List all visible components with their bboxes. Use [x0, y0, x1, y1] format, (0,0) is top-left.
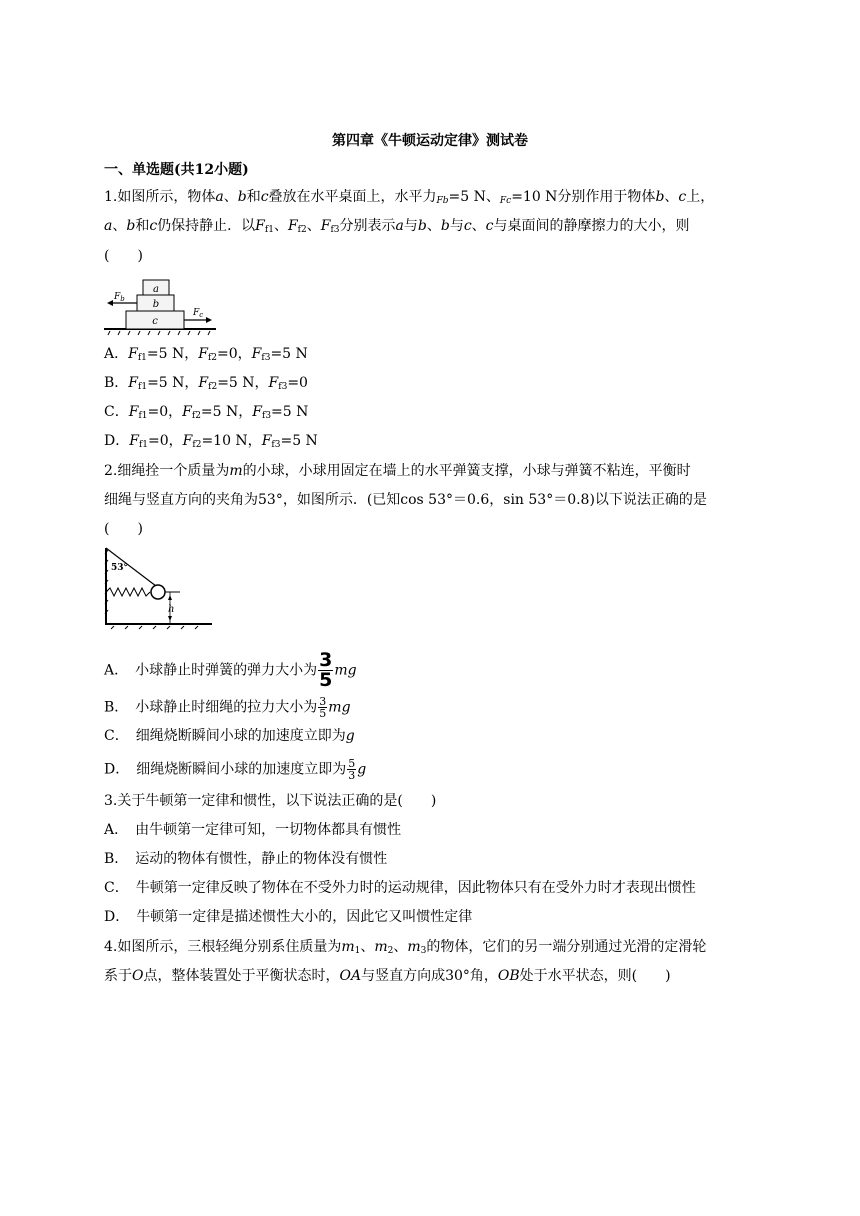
- q3-option-b: B． 运动的物体有惯性，静止的物体没有惯性: [104, 851, 388, 867]
- q3-option-c: C． 牛顿第一定律反映了物体在不受外力时的运动规律，因此物体只有在受外力时才表现出惯性: [104, 880, 696, 896]
- q1-paren: ( ): [104, 248, 143, 264]
- ball: [151, 585, 165, 599]
- spring-icon: [106, 588, 150, 596]
- section-heading: 一、单选题(共12小题): [104, 162, 249, 178]
- q1-stem-line2: a、b和c仍保持静止．以$F_{f1}$、$F_{f2}$、$F_{f3}$分别表示a与b、b与c、c与桌面间的静摩擦力的大小，则: [104, 218, 690, 235]
- q2-option-c: C． 细绳烧断瞬间小球的加速度立即为g: [104, 728, 355, 744]
- q2-spring-ball-figure: [104, 546, 216, 630]
- q3-option-a: A． 由牛顿第一定律可知，一切物体都具有惯性: [104, 822, 402, 838]
- q2-stem-line2: 细绳与竖直方向的夹角为53°，如图所示．(已知cos 53°＝0.6，sin 53°＝0.8)以下说法正确的是: [104, 492, 707, 508]
- label-fc: $F_c$: [193, 308, 204, 319]
- q1-option-a: A．$F_{f1}=5$ N，$F_{f2}=0$，$F_{f3}=5$ N: [104, 346, 308, 363]
- q4-stem-line1: 4.如图所示，三根轻绳分别系住质量为$m_1$、$m_2$、$m_3$的物体，它们的另一端分别通过光滑的定滑轮: [104, 939, 707, 956]
- label-c: c: [152, 316, 158, 327]
- q1-option-d: D．$F_{f1}=0$，$F_{f2}=10$ N，$F_{f3}=5$ N: [104, 433, 318, 450]
- q1-block-figure: [104, 276, 216, 336]
- label-fb: $F_b$: [114, 292, 125, 303]
- q2-stem-line1: 2.细绳拴一个质量为m的小球，小球用固定在墙上的水平弹簧支撑，小球与弹簧不粘连，平衡时: [104, 463, 691, 479]
- q2-option-d: D． 细绳烧断瞬间小球的加速度立即为 $\frac{5}{3}$ g: [104, 757, 367, 782]
- q2-paren: ( ): [104, 521, 143, 537]
- q2-option-b: B． 小球静止时细绳的拉力大小为 $\frac{3}{5}$ mg: [104, 695, 351, 720]
- label-a: a: [153, 284, 159, 295]
- height-label: h: [168, 604, 175, 615]
- label-b: b: [152, 299, 160, 310]
- q4-stem-line2: 系于O点，整体装置处于平衡状态时，OA与竖直方向成30°角，OB处于水平状态，则( ): [104, 968, 671, 984]
- angle-label: 53°: [111, 563, 129, 573]
- q1-stem-line1: 1.如图所示，物体a、b和c叠放在水平桌面上，水平力$_{Fb}$=5 N、$_{Fc}$=10 N分别作用于物体b、c上，: [104, 189, 715, 206]
- q1-option-b: B．$F_{f1}=5$ N，$F_{f2}=5$ N，$F_{f3}=0$: [104, 375, 308, 392]
- page-title: 第四章《牛顿运动定律》测试卷: [332, 133, 528, 149]
- q2-option-a: A． 小球静止时弹簧的弹力大小为 $\frac{3}{5}$ mg: [104, 649, 357, 691]
- q3-option-d: D． 牛顿第一定律是描述惯性大小的，因此它又叫惯性定律: [104, 909, 473, 925]
- q1-option-c: C．$F_{f1}=0$，$F_{f2}=5$ N，$F_{f3}=5$ N: [104, 404, 309, 421]
- q3-stem: 3.关于牛顿第一定律和惯性，以下说法正确的是( ): [104, 793, 437, 809]
